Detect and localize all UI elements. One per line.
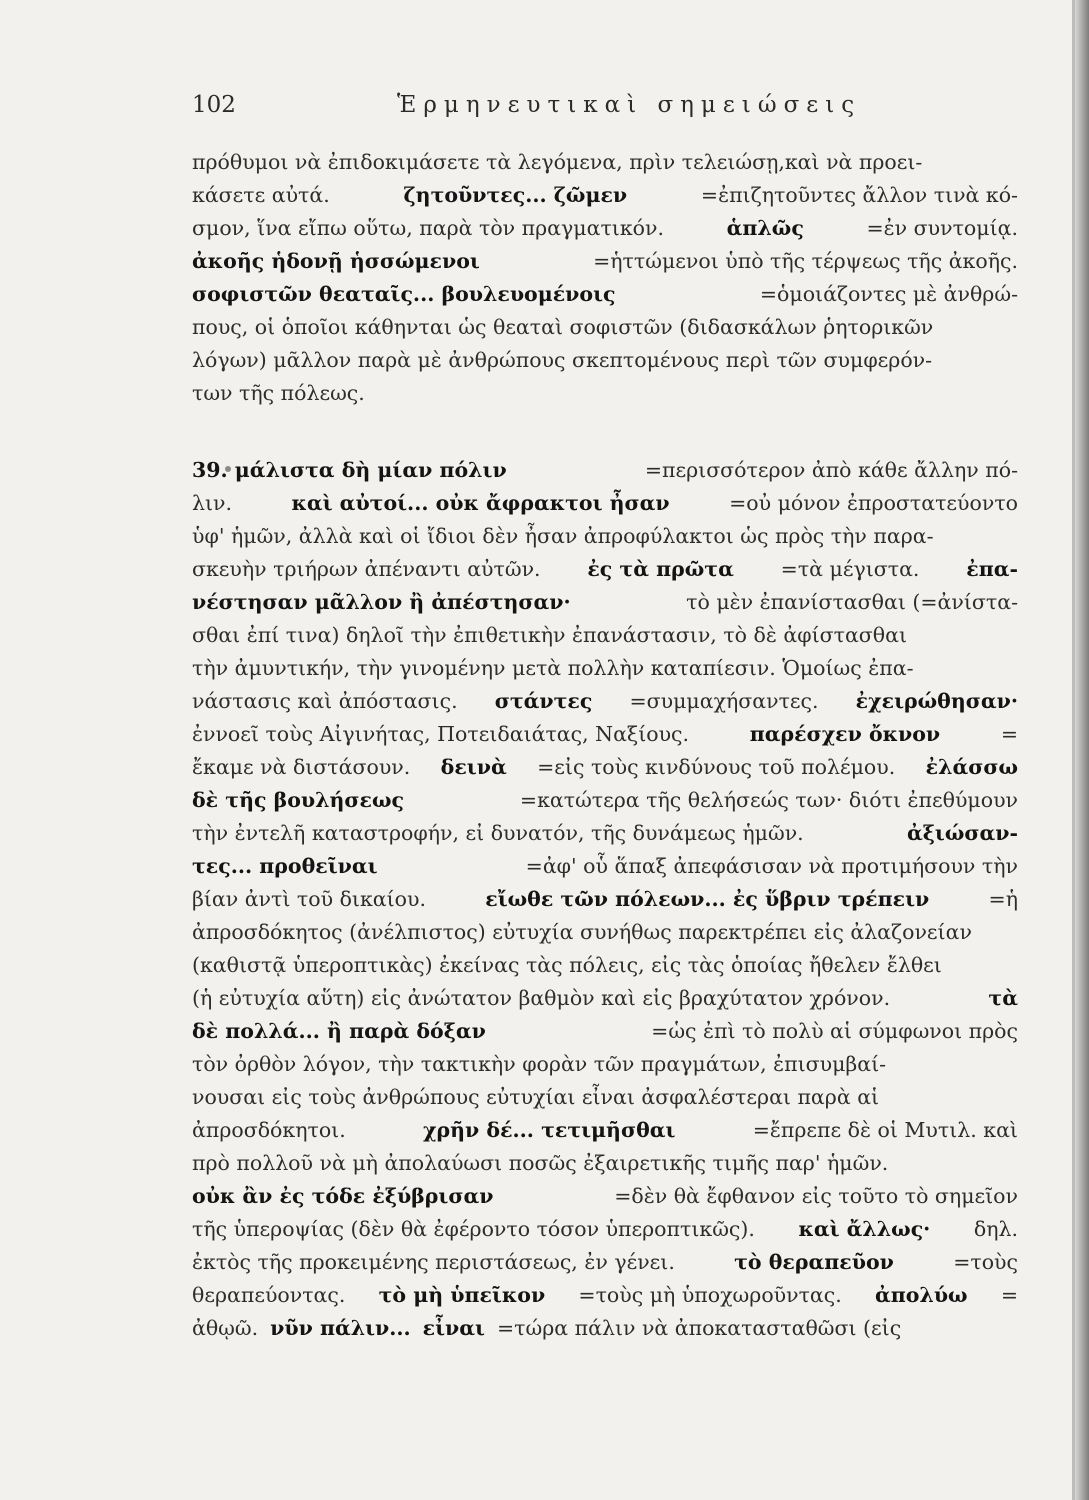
lemma-term: καὶ ἄλλως· [798,1217,931,1241]
commentary-text: λόγων) μᾶλλον παρὰ μὲ ἀνθρώπους σκεπτομένους περὶ τῶν συμφερόν- [192,348,933,372]
running-title: Ἑρμηνευτικαὶ σημειώσεις [397,92,862,118]
text-line [192,817,1018,850]
lemma-term: τες... προθεῖναι [192,854,378,878]
commentary-text: δηλ. [973,1217,1018,1241]
text-line [192,1312,1018,1345]
commentary-text: ἀθῳῶ. [192,1316,259,1340]
commentary-text: ἀπροσδόκητοι. [192,1118,346,1142]
lemma-term: ζητοῦντες... ζῶμεν [403,183,628,207]
text-line [192,652,1018,685]
text-line [192,553,1018,586]
lemma-term: τὸ θεραπεῦον [734,1250,894,1274]
text-line [192,1246,1018,1279]
commentary-text: =δὲν θὰ ἔφθανον εἰς τοῦτο τὸ σημεῖον [614,1184,1018,1208]
text-line [192,685,1018,718]
commentary-text: τὸν ὀρθὸν λόγον, τὴν τακτικὴν φορὰν τῶν πραγμάτων, ἐπισυμβαί- [192,1052,887,1076]
lemma-term: στάντες [494,689,593,713]
commentary-text: (καθιστᾷ ὑπεροπτικὰς) ἐκείνας τὰς πόλεις, εἰς τὰς ὁποίας ἤθελεν ἔλθει [192,953,942,977]
lemma-term: ἐχειρώθησαν· [855,689,1018,713]
text-line [192,1279,1018,1312]
commentary-text: =ἡττώμενοι ὑπὸ τῆς τέρψεως τῆς ἀκοῆς. [593,249,1018,273]
lemma-term: νέστησαν μᾶλλον ἢ ἀπέστησαν· [192,590,571,614]
lemma-term: καὶ αὐτοί... οὐκ ἄφρακτοι ἦσαν [291,491,670,515]
lemma-term: ἐλάσσω [925,755,1018,779]
text-line [192,784,1018,817]
commentary-text: κάσετε αὐτά. [192,183,330,207]
commentary-text: =τὰ μέγιστα. [780,557,920,581]
text-line [192,344,1018,377]
lemma-term: ἐς τὰ πρῶτα [587,557,734,581]
commentary-text: =κατώτερα τῆς θελήσεώς των· διότι ἐπεθύμουν [519,788,1018,812]
lemma-term: νῦν πάλιν... [270,1316,411,1340]
commentary-text: =εἰς τοὺς κινδύνους τοῦ πολέμου. [537,755,896,779]
commentary-text: =ὁμοιάζοντες μὲ ἀνθρώ- [759,282,1018,306]
commentary-text: βίαν ἀντὶ τοῦ δικαίου. [192,887,426,911]
text-line [192,146,1018,179]
text-line [192,278,1018,311]
commentary-text: νουσαι εἰς τοὺς ἀνθρώπους εὐτυχίαι εἶναι ἀσφαλέστεραι παρὰ αἱ [192,1085,880,1109]
commentary-text: =οὐ μόνον ἐπροστατεύοντο [729,491,1018,515]
lemma-term: δεινὰ [440,755,507,779]
lemma-term: τὰ [988,986,1018,1010]
lemma-term: χρῆν δέ... τετιμῆσθαι [423,1118,676,1142]
lemma-term: εἶναι [422,1316,485,1340]
commentary-text: =ἐν συντομίᾳ. [866,216,1018,240]
text-line [192,1180,1018,1213]
text-line [192,212,1018,245]
text-line [192,311,1018,344]
commentary-text: ὑφ' ἡμῶν, ἀλλὰ καὶ οἱ ἴδιοι δὲν ἦσαν ἀπροφύλακτοι ὡς πρὸς τὴν παρα- [192,524,934,548]
text-line [192,982,1018,1015]
commentary-text: =περισσότερον ἀπὸ κάθε ἄλλην πό- [644,458,1018,482]
text-line [192,883,1018,916]
text-line [192,619,1018,652]
commentary-text: σθαι ἐπί τινα) δηλοῖ τὴν ἐπιθετικὴν ἐπανάστασιν, τὸ δὲ ἀφίστασθαι [192,623,908,647]
lemma-term: ἀκοῆς ἡδονῇ ἡσσώμενοι [192,249,480,273]
lemma-term: δὲ τῆς βουλήσεως [192,788,404,812]
paragraph-2 [192,454,1018,1345]
commentary-text: ἀπροσδόκητος (ἀνέλπιστος) εὐτυχία συνήθως παρεκτρέπει εἰς ἀλαζονείαν [192,920,972,944]
page-edge-shadow [1075,0,1089,1500]
text-line [192,751,1018,784]
commentary-text: =ἔπρεπε δὲ οἱ Μυτιλ. καὶ [752,1118,1018,1142]
commentary-text: = [1000,1283,1018,1307]
lemma-term: ἐπα- [966,557,1018,581]
lemma-term: εἴωθε τῶν πόλεων... ἐς ὕβριν τρέπειν [485,887,930,911]
commentary-text: των τῆς πόλεως. [192,381,365,405]
commentary-text: τὸ μὲν ἐπανίστασθαι (=ἀνίστα- [686,590,1018,614]
commentary-text: =τώρα πάλιν νὰ ἀποκατασταθῶσι (εἰς [496,1316,902,1340]
text-line [192,1048,1018,1081]
text-line [192,520,1018,553]
text-line [192,1213,1018,1246]
text-line [192,916,1018,949]
lemma-term: παρέσχεν ὄκνον [749,722,941,746]
commentary-text: =ἀφ' οὗ ἅπαξ ἀπεφάσισαν νὰ προτιμήσουν τὴν [525,854,1018,878]
lemma-term: τὸ μὴ ὑπεῖκον [378,1283,546,1307]
commentary-text: ἐννοεῖ τοὺς Αἰγινήτας, Ποτειδαιάτας, Ναξίους. [192,722,690,746]
text-line [192,586,1018,619]
text-line [192,1147,1018,1180]
text-line [192,718,1018,751]
text-line [192,245,1018,278]
commentary-text: τὴν ἀμυντικήν, τὴν γινομένην μετὰ πολλὴν καταπίεσιν. Ὁμοίως ἐπα- [192,656,914,680]
text-line [192,1114,1018,1147]
commentary-text: νάστασις καὶ ἀπόστασις. [192,689,458,713]
lemma-term: ἁπλῶς [726,216,804,240]
text-line [192,1015,1018,1048]
commentary-text: τὴν ἐντελῆ καταστροφήν, εἰ δυνατόν, τῆς δυνάμεως ἡμῶν. [192,821,804,845]
text-line [192,454,1018,487]
commentary-text: σμον, ἵνα εἴπω οὕτω, παρὰ τὸν πραγματικόν. [192,216,664,240]
commentary-text: (ἡ εὐτυχία αὕτη) εἰς ἀνώτατον βαθμὸν καὶ εἰς βραχύτατον χρόνον. [192,986,891,1010]
lemma-term: σοφιστῶν θεαταῖς... βουλευομένοις [192,282,616,306]
page-header [192,92,1022,124]
lemma-term: δὲ πολλά... ἢ παρὰ δόξαν [192,1019,486,1043]
commentary-text: =ὡς ἐπὶ τὸ πολὺ αἱ σύμφωνοι πρὸς [651,1019,1018,1043]
text-line [192,377,1018,410]
lemma-term: ἀπολύω [875,1283,968,1307]
text-line [192,487,1018,520]
commentary-text: πρὸ πολλοῦ νὰ μὴ ἀπολαύωσι ποσῶς ἐξαιρετικῆς τιμῆς παρ' ἡμῶν. [192,1151,889,1175]
page-number: 102 [192,92,236,118]
commentary-text: ἔκαμε νὰ διστάσουν. [192,755,411,779]
commentary-text: =συμμαχήσαντες. [629,689,819,713]
commentary-text: =ἡ [988,887,1018,911]
commentary-text: =τοὺς [953,1250,1018,1274]
commentary-text: ἐκτὸς τῆς προκειμένης περιστάσεως, ἐν γένει. [192,1250,675,1274]
lemma-term: 39. μάλιστα δὴ μίαν πόλιν [192,458,507,482]
text-line [192,949,1018,982]
commentary-text: τῆς ὑπεροψίας (δὲν θὰ ἐφέροντο τόσον ὑπεροπτικῶς). [192,1217,755,1241]
commentary-text: σκευὴν τριήρων ἀπέναντι αὐτῶν. [192,557,541,581]
commentary-text: πρόθυμοι νὰ ἐπιδοκιμάσετε τὰ λεγόμενα, πρὶν τελειώσῃ,καὶ νὰ προει- [192,150,923,174]
commentary-text: θεραπεύοντας. [192,1283,346,1307]
paragraph-1 [192,146,1018,410]
commentary-text: = [1000,722,1018,746]
commentary-text: =ἐπιζητοῦντες ἄλλον τινὰ κό- [700,183,1018,207]
text-line [192,850,1018,883]
commentary-text: λιν. [192,491,233,515]
lemma-term: οὐκ ἂν ἐς τόδε ἐξύβρισαν [192,1184,494,1208]
commentary-text: πους, οἱ ὁποῖοι κάθηνται ὡς θεαταὶ σοφιστῶν (διδασκάλων ῥητορικῶν [192,315,934,339]
text-line [192,179,1018,212]
commentary-text: =τοὺς μὴ ὑποχωροῦντας. [578,1283,842,1307]
text-line [192,1081,1018,1114]
lemma-term: ἀξιώσαν- [907,821,1018,845]
